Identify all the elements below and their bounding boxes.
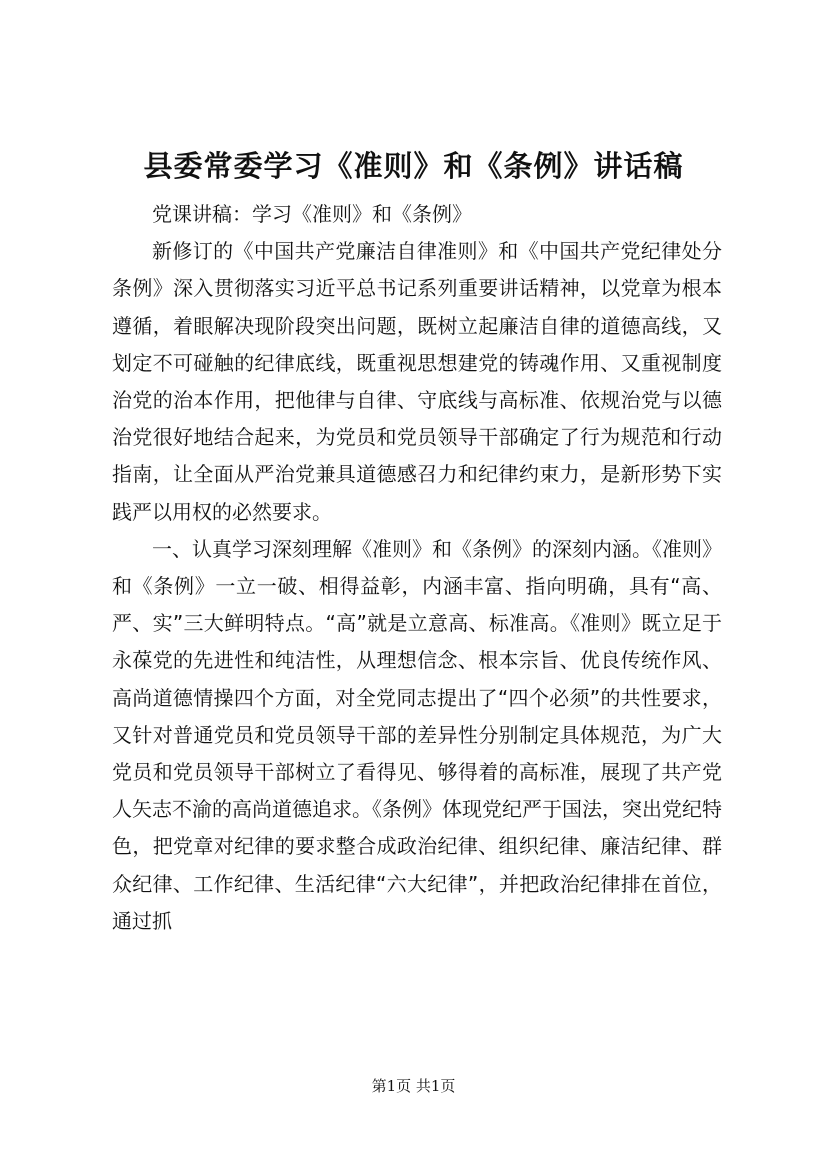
document-title: 县委常委学习《准则》和《条例》讲话稿 (143, 149, 684, 183)
page-number-footer: 第1页 共1页 (371, 1077, 456, 1095)
document-body (112, 196, 722, 940)
body-paragraph-section-one: 一、认真学习深刻理解《准则》和《条例》的深刻内涵。《准则》和《条例》一立一破、相得益彰，内涵丰富、指向明确，具有“高、严、实”三大鲜明特点。“高”就是立意高、标准高。《准则》既立足于永葆党的先进性和纯洁性，从理想信念、根本宗旨、优良传统作风、高尚道德情操四个方面，对全党同志提出了“四个必须”的共性要求，又针对普通党员和党员领导干部的差异性分别制定具体规范，为广大党员和党员领导干部树立了看得见、够得着的高标准，展现了共产党人矢志不渝的高尚道德追求。《条例》体现党纪严于国法，突出党纪特色，把党章对纪律的要求整合成政治纪律、组织纪律、廉洁纪律、群众纪律、工作纪律、生活纪律“六大纪律”，并把政治纪律排在首位，通过抓 (112, 536, 722, 933)
body-paragraph-intro: 新修订的《中国共产党廉洁自律准则》和《中国共产党纪律处分条例》深入贯彻落实习近平总书记系列重要讲话精神，以党章为根本遵循，着眼解决现阶段突出问题，既树立起廉洁自律的道德高线，又划定不可碰触的纪律底线，既重视思想建党的铸魂作用、又重视制度治党的治本作用，把他律与自律、守底线与高标准、依规治党与以德治党很好地结合起来，为党员和党员领导干部确定了行为规范和行动指南，让全面从严治党兼具道德感召力和纪律约束力，是新形势下实践严以用权的必然要求。 (112, 239, 722, 524)
document-subtitle: 党课讲稿：学习《准则》和《条例》 (152, 202, 472, 226)
